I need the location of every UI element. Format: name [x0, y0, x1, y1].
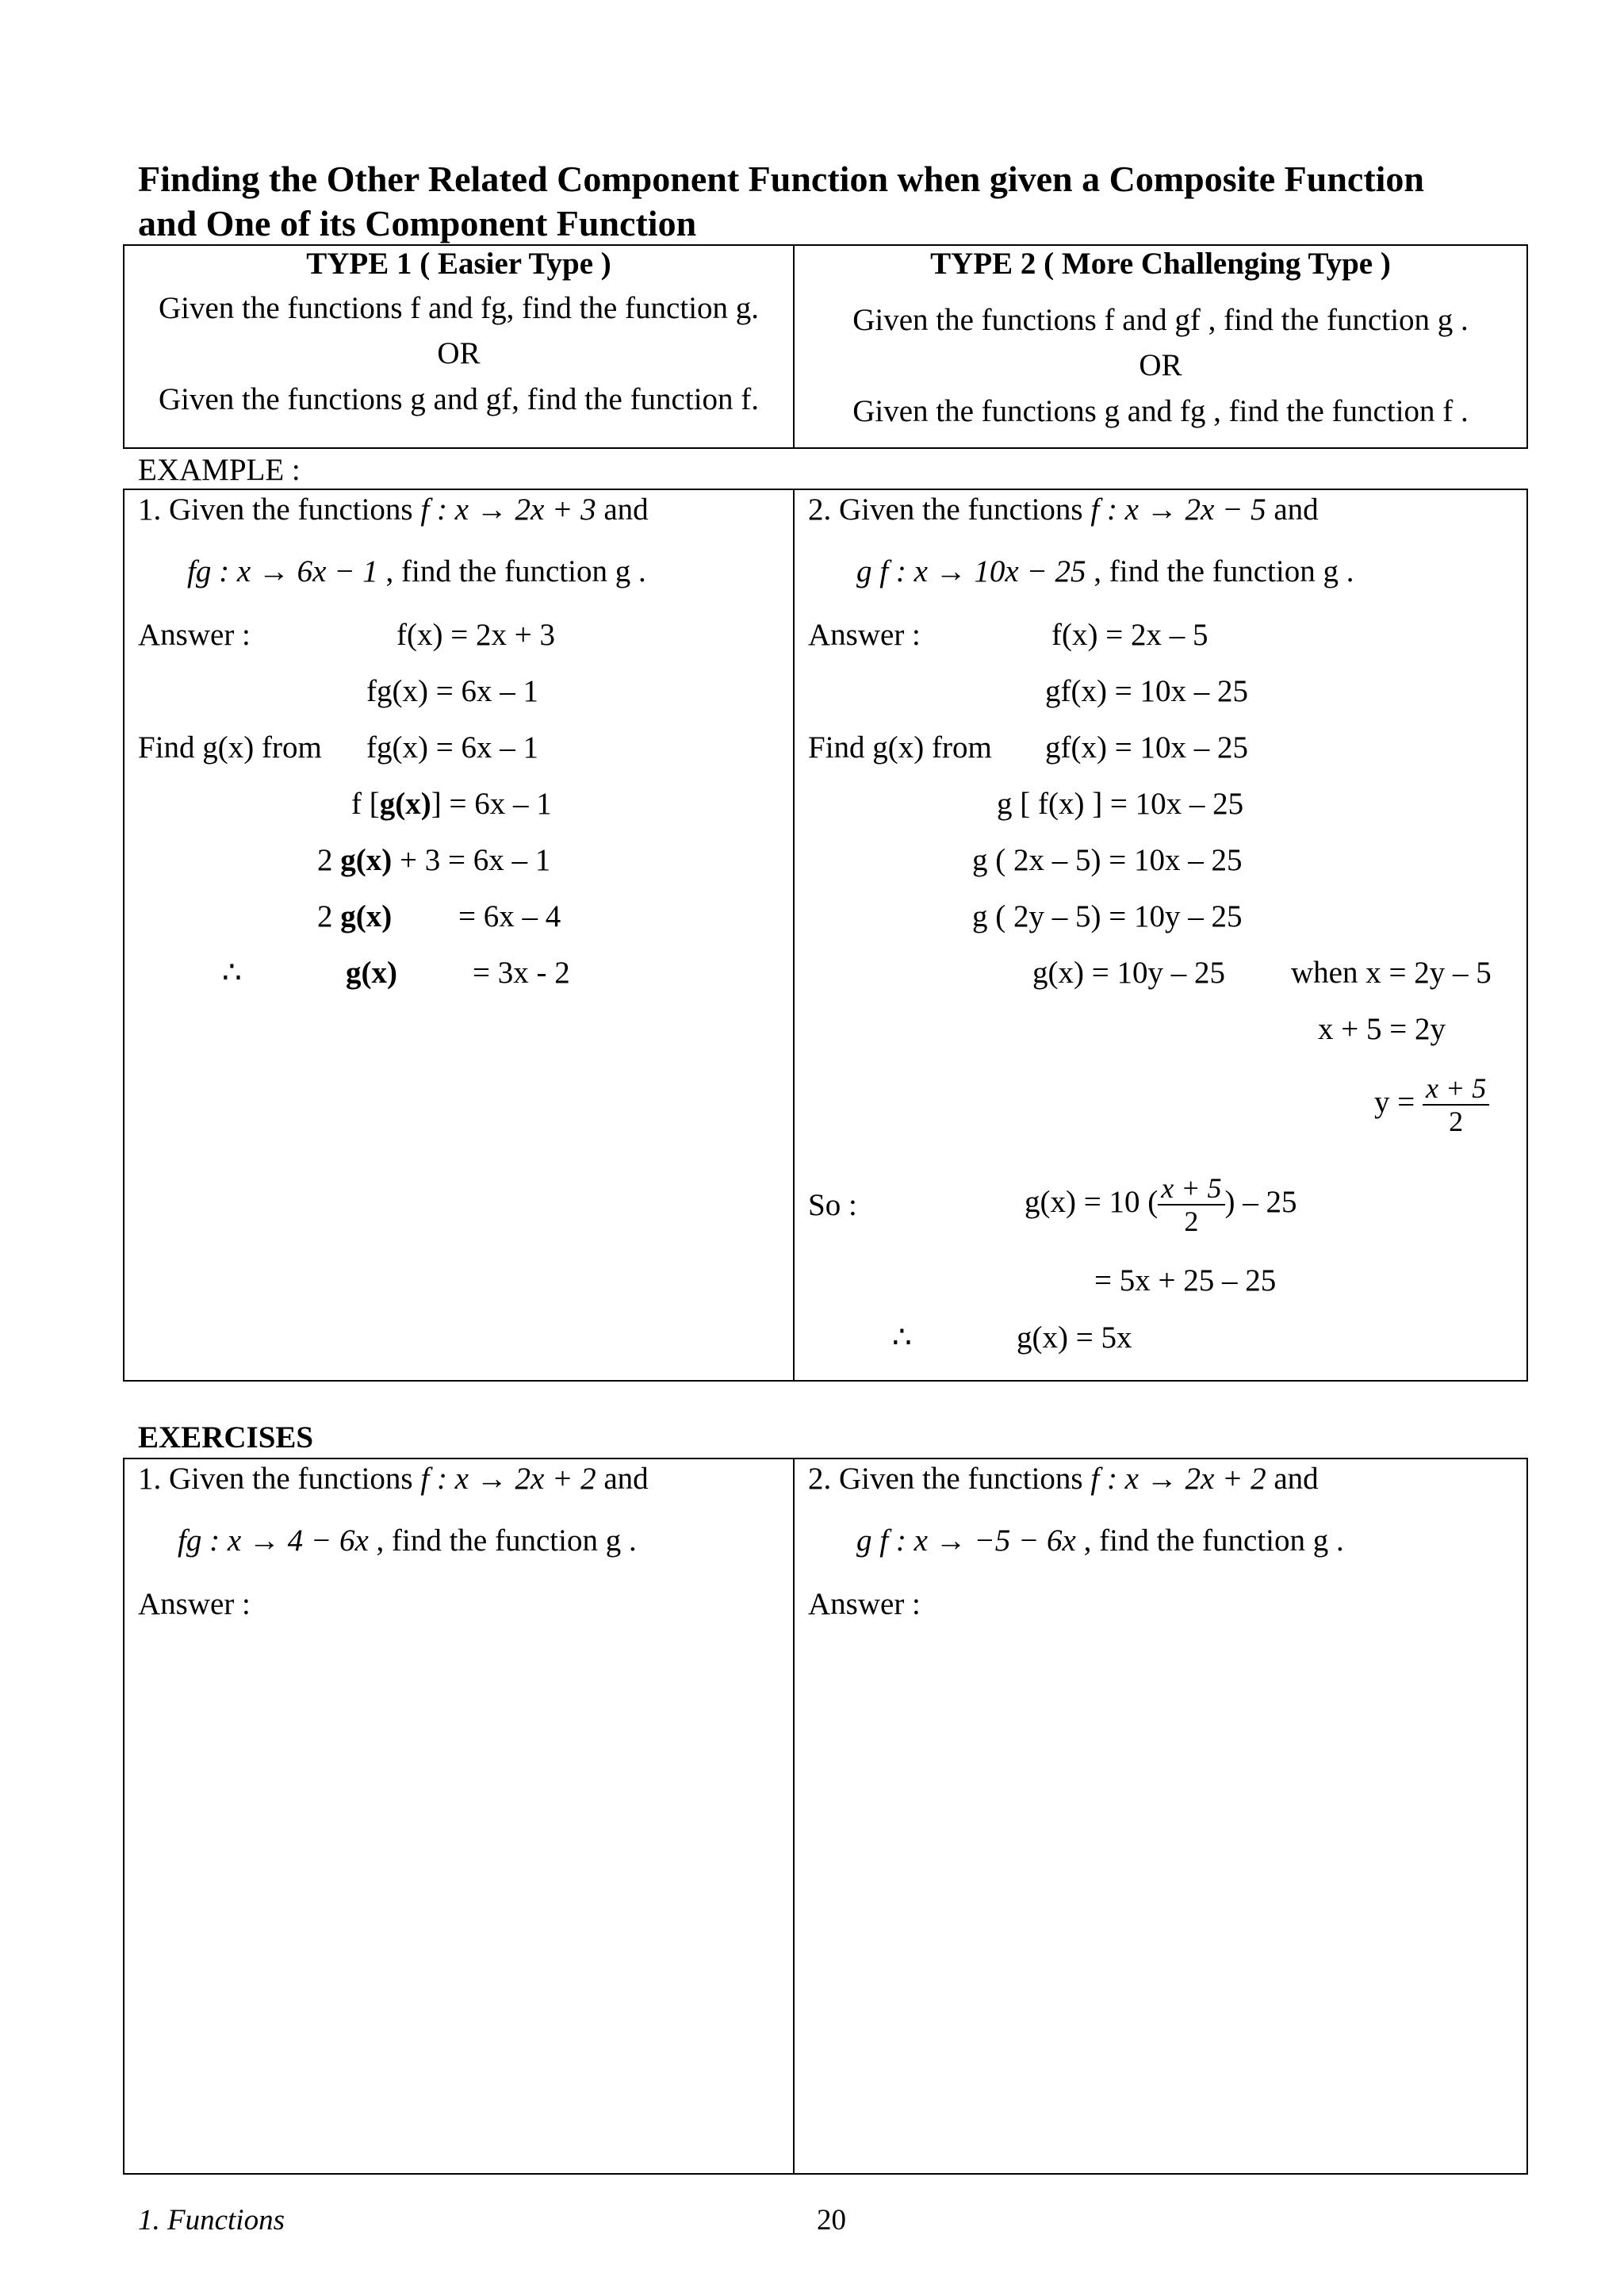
example2-step-when-note: when x = 2y – 5 [1291, 956, 1492, 990]
example2-question-line2: g f : x → 10x − 25 , find the function g . [856, 554, 1354, 588]
type1-line2: Given the functions g and gf, find the function f. [158, 382, 760, 416]
type2-heading: TYPE 2 ( More Challenging Type ) [930, 247, 1391, 281]
exercise2-answer-area[interactable] [795, 1634, 1526, 2173]
example1-answer-label: Answer : [138, 618, 251, 652]
exercise2-question-line1: 2. Given the functions f : x → 2x + 2 and [808, 1462, 1319, 1496]
example1-question-line2: fg : x → 6x − 1 , find the function g . [187, 554, 646, 588]
example2-so-label: So : [808, 1188, 857, 1222]
example2-find-label: Find g(x) from [808, 730, 992, 765]
example1-step-simplify-rhs: = 6x – 4 [458, 899, 561, 933]
example2-step-substitute: g [ f(x) ] = 10x – 25 [997, 787, 1244, 821]
exercises-label: EXERCISES [138, 1420, 314, 1455]
example2-step-expand-result: = 5x + 25 – 25 [1094, 1263, 1277, 1297]
example1-step-substitute: f [g(x)] = 6x – 1 [351, 787, 552, 821]
type2-line2: Given the functions g and fg , find the function f . [852, 394, 1469, 428]
example-divider [793, 489, 795, 1382]
example2-answer-label: Answer : [808, 618, 921, 652]
exercise2-answer-label: Answer : [808, 1587, 921, 1621]
example2-step-gx: g(x) = 10y – 25 [1032, 956, 1225, 990]
exercise1-question-line1: 1. Given the functions f : x → 2x + 2 and [138, 1462, 649, 1496]
type2-line1: Given the functions f and gf , find the function g . [852, 303, 1469, 337]
exercise2-question-line2: g f : x → −5 − 6x , find the function g . [856, 1524, 1344, 1558]
example1-step-simplify: 2 g(x) [317, 899, 393, 933]
example2-step-expand: g ( 2x – 5) = 10x – 25 [972, 843, 1243, 877]
type1-line1: Given the functions f and fg, find the function g. [158, 291, 760, 325]
example1-step-find: fg(x) = 6x – 1 [366, 730, 538, 765]
example2-fraction-compose: $\frac{x + 5}{2}$ [1158, 1172, 1224, 1237]
example2-step-replace: g ( 2y – 5) = 10y – 25 [972, 899, 1243, 933]
example1-question-line1: 1. Given the functions f : x → 2x + 3 and [138, 493, 649, 527]
exercise1-answer-label: Answer : [138, 1587, 251, 1621]
example1-step-fx: f(x) = 2x + 3 [396, 618, 555, 652]
example-label: EXAMPLE : [138, 453, 301, 487]
example2-therefore-symbol: ∴ [892, 1320, 912, 1355]
type1-heading: TYPE 1 ( Easier Type ) [306, 247, 611, 281]
example2-result: g(x) = 5x [1017, 1320, 1132, 1355]
page-title-line2: and One of its Component Function [138, 203, 697, 243]
example2-step-y: y = $\frac{x + 5}{2}$ [1374, 1072, 1489, 1137]
page-number: 20 [817, 2204, 846, 2237]
example1-result-lhs: g(x) [346, 956, 397, 990]
example1-therefore-symbol: ∴ [222, 956, 242, 990]
footer-chapter: 1. Functions [138, 2204, 285, 2237]
example2-question-line1: 2. Given the functions f : x → 2x − 5 and [808, 493, 1319, 527]
example2-step-find: gf(x) = 10x – 25 [1045, 730, 1248, 765]
exercise1-answer-area[interactable] [124, 1634, 793, 2173]
example1-step-expand: 2 g(x) + 3 = 6x – 1 [317, 843, 551, 877]
type2-or: OR [1139, 348, 1182, 382]
exercise1-question-line2: fg : x → 4 − 6x , find the function g . [178, 1524, 637, 1558]
example1-find-label: Find g(x) from [138, 730, 322, 765]
example2-step-fx: f(x) = 2x – 5 [1051, 618, 1208, 652]
example2-step-rearrange: x + 5 = 2y [1318, 1012, 1446, 1046]
example1-result-rhs: = 3x - 2 [473, 956, 570, 990]
example2-step-gfx: gf(x) = 10x – 25 [1045, 674, 1248, 708]
type1-or: OR [437, 336, 481, 370]
page-title-line1: Finding the Other Related Component Function when given a Composite Function [138, 159, 1425, 199]
example2-fraction-y: $\frac{x + 5}{2}$ [1423, 1072, 1489, 1137]
example1-step-fgx: fg(x) = 6x – 1 [366, 674, 538, 708]
example2-step-compose: g(x) = 10 ( $\frac{x + 5}{2}$ ) – 25 [1025, 1172, 1297, 1237]
